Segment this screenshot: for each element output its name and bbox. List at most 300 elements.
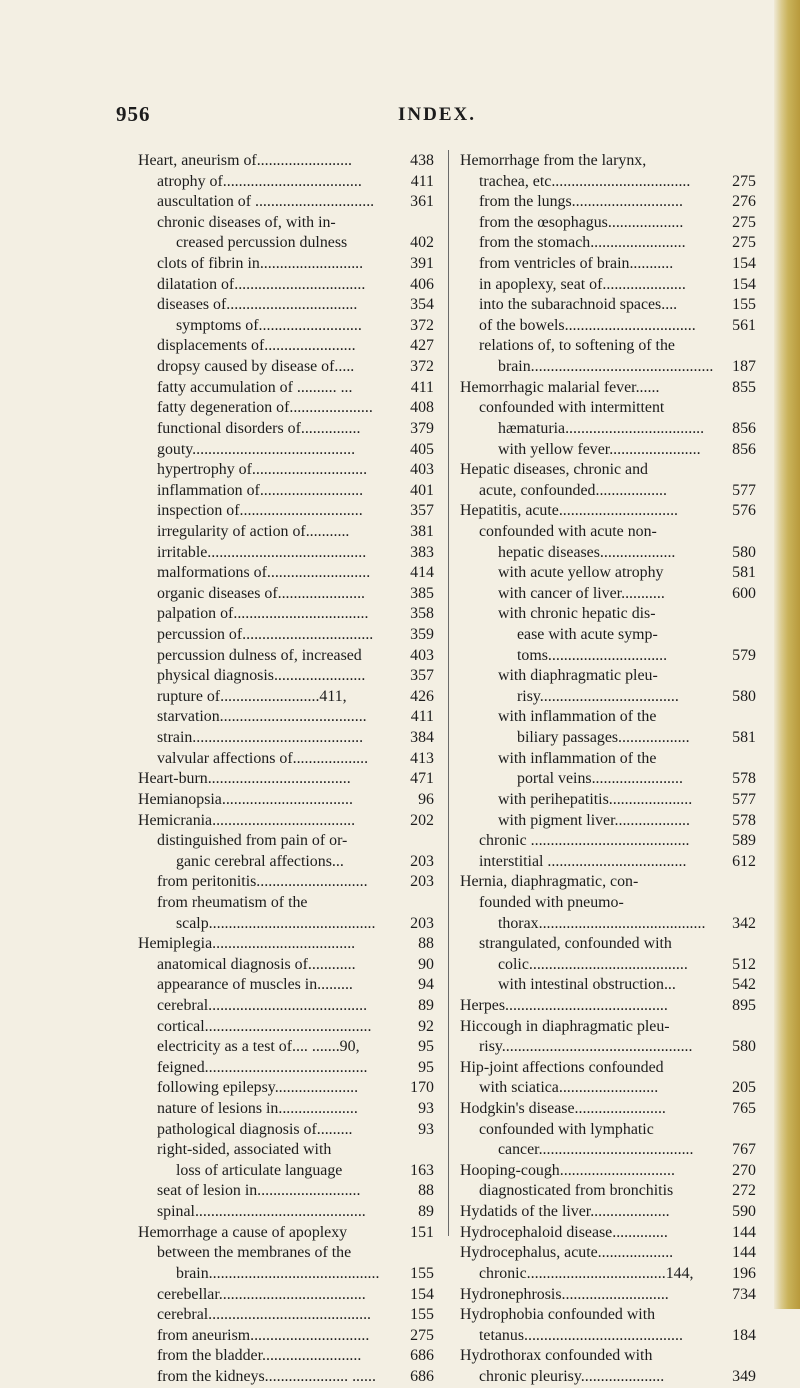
index-entry (138, 707, 434, 728)
index-column-left (138, 151, 434, 1388)
entry-page-number: 170 (407, 1078, 434, 1099)
entry-text: physical diagnosis....................... (157, 667, 366, 685)
entry-text: dilatation of................................. (157, 275, 366, 293)
entry-page-number: 383 (407, 543, 434, 564)
index-entry (138, 213, 434, 234)
entry-page-number: 403 (407, 460, 434, 481)
entry-text: organic diseases of...................... (157, 584, 366, 602)
entry-page-number: 391 (407, 254, 434, 275)
entry-page-number: 359 (407, 625, 434, 646)
entry-text: seat of lesion in.......................... (157, 1182, 361, 1200)
entry-text: Heart-burn.................................... (138, 770, 351, 788)
index-entry (138, 646, 434, 667)
entry-text: Hydrocephaloid disease.............. (460, 1223, 668, 1241)
entry-page-number: 589 (729, 831, 756, 852)
entry-page-number: 151 (407, 1223, 434, 1244)
entry-text: risy................................... (517, 687, 679, 705)
index-entry (138, 254, 434, 275)
entry-text: diagnosticated from bronchitis (479, 1182, 674, 1200)
entry-text: symptoms of.......................... (176, 316, 362, 334)
entry-text: Hemianopsia................................. (138, 790, 353, 808)
index-entry (138, 728, 434, 749)
entry-page-number: 361 (407, 192, 434, 213)
entry-page-number: 577 (729, 790, 756, 811)
index-entry (138, 172, 434, 193)
entry-text: dropsy caused by disease of..... (157, 358, 355, 376)
entry-text: risy................................................ (479, 1038, 693, 1056)
entry-text: inspection of............................... (157, 502, 363, 520)
index-entry (460, 1243, 756, 1264)
entry-page-number: 411 (408, 172, 434, 193)
index-entry (460, 1058, 756, 1079)
entry-text: trachea, etc................................... (479, 172, 691, 190)
index-entry (460, 1099, 756, 1120)
entry-text: diseases of................................. (157, 296, 358, 314)
index-entry (138, 1099, 434, 1120)
index-entry (460, 419, 756, 440)
entry-text: toms.............................. (517, 646, 668, 664)
entry-page-number: 93 (415, 1120, 434, 1141)
entry-text: clots of fibrin in.......................... (157, 255, 364, 273)
index-entry (460, 501, 756, 522)
entry-text: ease with acute symp- (517, 626, 658, 644)
index-entry (138, 1223, 434, 1244)
entry-text: Heart, aneurism of........................ (138, 152, 353, 169)
index-entry (138, 1305, 434, 1326)
index-entry (138, 996, 434, 1017)
entry-text: appearance of muscles in......... (157, 976, 353, 994)
index-entry (460, 728, 756, 749)
entry-text: Hemorrhage a cause of apoplexy (138, 1223, 348, 1241)
entry-text: percussion of................................. (157, 626, 374, 644)
index-entry (460, 749, 756, 770)
index-entry (138, 336, 434, 357)
index-entry (460, 893, 756, 914)
entry-page-number: 96 (415, 790, 434, 811)
entry-page-number: 686 (407, 1346, 434, 1367)
entry-page-number: 184 (729, 1326, 756, 1347)
entry-text: loss of articulate language (176, 1161, 343, 1179)
index-entry (138, 1140, 434, 1161)
entry-page-number: 379 (407, 419, 434, 440)
entry-text: relations of, to softening of the (479, 337, 675, 355)
entry-page-number: 512 (729, 955, 756, 976)
entry-page-number: 89 (415, 996, 434, 1017)
entry-page-number: 144 (729, 1223, 756, 1244)
index-entry (138, 831, 434, 852)
entry-text: from the lungs............................ (479, 193, 683, 211)
index-entry (138, 955, 434, 976)
entry-text: cerebral......................................... (157, 1306, 372, 1324)
page-header (0, 102, 800, 128)
index-entry (460, 1285, 756, 1306)
entry-page-number: 411 (408, 378, 434, 399)
index-entry (138, 914, 434, 935)
entry-page-number: 542 (729, 975, 756, 996)
entry-text: anatomical diagnosis of............ (157, 955, 356, 973)
entry-text: atrophy of................................... (157, 172, 362, 190)
entry-page-number: 275 (729, 233, 756, 254)
entry-page-number: 402 (407, 233, 434, 254)
entry-text: Hernia, diaphragmatic, con- (460, 873, 639, 891)
index-entry (460, 584, 756, 605)
entry-text: into the subarachnoid spaces.... (479, 296, 678, 314)
entry-text: chronic...................................144, (479, 1264, 694, 1282)
entry-page-number: 580 (729, 687, 756, 708)
index-entry (460, 1161, 756, 1182)
entry-page-number: 577 (729, 481, 756, 502)
index-entry (460, 1202, 756, 1223)
entry-text: confounded with acute non- (479, 522, 657, 540)
entry-text: Hip-joint affections confounded (460, 1058, 664, 1076)
entry-text: right-sided, associated with (157, 1141, 332, 1159)
entry-page-number: 354 (407, 295, 434, 316)
index-entry (138, 1243, 434, 1264)
entry-text: from the bladder......................... (157, 1347, 362, 1365)
index-entry (460, 1120, 756, 1141)
index-entry (460, 852, 756, 873)
entry-page-number: 381 (407, 522, 434, 543)
index-entry (138, 852, 434, 873)
index-entry (460, 1223, 756, 1244)
entry-text: confounded with intermittent (479, 399, 665, 417)
entry-text: malformations of.......................... (157, 564, 371, 582)
entry-text: with intestinal obstruction... (498, 976, 676, 994)
index-entry (138, 275, 434, 296)
index-entry (138, 316, 434, 337)
entry-page-number: 95 (415, 1058, 434, 1079)
entry-page-number: 576 (729, 501, 756, 522)
entry-page-number: 90 (415, 955, 434, 976)
entry-text: chronic ........................................ (479, 832, 690, 850)
entry-text: pathological diagnosis of......... (157, 1120, 353, 1138)
entry-text: colic........................................ (498, 955, 688, 973)
entry-page-number: 438 (407, 151, 434, 172)
entry-page-number: 385 (407, 584, 434, 605)
entry-page-number: 187 (729, 357, 756, 378)
entry-text: hæmaturia................................... (498, 419, 705, 437)
entry-page-number: 92 (415, 1017, 434, 1038)
index-entry (138, 1326, 434, 1347)
entry-page-number: 895 (729, 996, 756, 1017)
index-entry (460, 975, 756, 996)
index-entry (460, 254, 756, 275)
entry-page-number: 357 (407, 501, 434, 522)
entry-page-number: 372 (407, 316, 434, 337)
entry-text: Hydrophobia confounded with (460, 1306, 656, 1324)
index-entry (138, 481, 434, 502)
entry-page-number: 401 (407, 481, 434, 502)
entry-text: with yellow fever....................... (498, 440, 701, 458)
index-entry (138, 1285, 434, 1306)
index-entry (460, 295, 756, 316)
index-entry (460, 1367, 756, 1388)
entry-page-number: 144 (729, 1243, 756, 1264)
index-entry (138, 1058, 434, 1079)
entry-page-number: 411 (408, 707, 434, 728)
entry-page-number: 88 (415, 934, 434, 955)
entry-text: irregularity of action of........... (157, 522, 350, 540)
entry-text: Hodgkin's disease....................... (460, 1100, 666, 1118)
index-entry (138, 1202, 434, 1223)
entry-page-number: 342 (729, 914, 756, 935)
entry-page-number: 561 (729, 316, 756, 337)
index-entry (138, 1264, 434, 1285)
page-edge (774, 0, 800, 1309)
entry-page-number: 275 (729, 213, 756, 234)
index-entry (460, 769, 756, 790)
index-entry (460, 172, 756, 193)
entry-page-number: 612 (729, 852, 756, 873)
entry-page-number: 349 (729, 1367, 756, 1388)
index-column-right (460, 151, 756, 1388)
index-entry (138, 295, 434, 316)
entry-page-number: 580 (729, 1037, 756, 1058)
entry-text: rupture of.........................411, (157, 687, 347, 705)
index-entry (138, 604, 434, 625)
entry-text: with inflammation of the (498, 708, 657, 726)
entry-text: creased percussion dulness (176, 234, 348, 252)
entry-text: valvular affections of................... (157, 749, 369, 767)
entry-page-number: 155 (729, 295, 756, 316)
entry-page-number: 403 (407, 646, 434, 667)
index-entry (138, 501, 434, 522)
entry-page-number: 272 (729, 1181, 756, 1202)
entry-text: feigned......................................... (157, 1058, 368, 1076)
index-entry (460, 1346, 756, 1367)
index-entry (138, 563, 434, 584)
index-entry (460, 316, 756, 337)
entry-text: gouty......................................... (157, 440, 356, 458)
index-entry (138, 1346, 434, 1367)
entry-text: cancer....................................... (498, 1141, 694, 1159)
entry-text: nature of lesions in.................... (157, 1100, 358, 1118)
index-entry (460, 398, 756, 419)
index-entry (138, 378, 434, 399)
entry-text: strain........................................... (157, 729, 364, 747)
index-entry (460, 563, 756, 584)
entry-text: auscultation of .............................. (157, 193, 375, 211)
entry-page-number: 406 (407, 275, 434, 296)
entry-text: from the kidneys..................... ...... (157, 1367, 376, 1385)
entry-text: brain........................................... (176, 1264, 380, 1282)
index-entry (460, 687, 756, 708)
index-entry (460, 955, 756, 976)
index-entry (460, 1037, 756, 1058)
entry-text: thorax.......................................... (498, 914, 706, 932)
entry-text: from the stomach........................ (479, 234, 686, 252)
entry-page-number: 686 (407, 1367, 434, 1388)
index-entry (138, 934, 434, 955)
entry-text: Hydrothorax confounded with (460, 1347, 653, 1365)
index-entry (460, 625, 756, 646)
entry-text: founded with pneumo- (479, 893, 624, 911)
entry-text: with acute yellow atrophy (498, 564, 664, 582)
entry-text: ganic cerebral affections... (176, 852, 344, 870)
index-entry (138, 749, 434, 770)
index-entry (138, 151, 434, 172)
entry-text: in apoplexy, seat of..................... (479, 275, 686, 293)
entry-page-number: 358 (407, 604, 434, 625)
index-entry (138, 790, 434, 811)
entry-page-number: 357 (407, 666, 434, 687)
column-divider (448, 150, 449, 1236)
entry-text: Hepatitis, acute.............................. (460, 502, 679, 520)
entry-page-number: 856 (729, 419, 756, 440)
entry-page-number: 408 (407, 398, 434, 419)
entry-text: fatty accumulation of .......... ... (157, 378, 353, 396)
entry-page-number: 94 (415, 975, 434, 996)
entry-text: functional disorders of............... (157, 419, 361, 437)
entry-page-number: 578 (729, 811, 756, 832)
entry-page-number: 276 (729, 192, 756, 213)
entry-page-number: 579 (729, 646, 756, 667)
entry-text: distinguished from pain of or- (157, 832, 348, 850)
entry-text: spinal........................................... (157, 1203, 366, 1221)
entry-page-number: 203 (407, 872, 434, 893)
entry-text: Hemorrhage from the larynx, (460, 152, 647, 169)
entry-page-number: 196 (729, 1264, 756, 1285)
index-entry (138, 1161, 434, 1182)
entry-page-number: 581 (729, 728, 756, 749)
index-entry (460, 1181, 756, 1202)
index-entry (138, 522, 434, 543)
entry-text: Hemorrhagic malarial fever...... (460, 378, 660, 396)
entry-text: following epilepsy..................... (157, 1079, 359, 1097)
entry-text: cerebral........................................ (157, 996, 368, 1014)
index-entry (460, 1264, 756, 1285)
index-entry (460, 192, 756, 213)
entry-page-number: 767 (729, 1140, 756, 1161)
entry-text: from rheumatism of the (157, 893, 308, 911)
entry-text: cortical.......................................... (157, 1017, 372, 1035)
entry-text: fatty degeneration of..................... (157, 399, 373, 417)
index-entry (460, 233, 756, 254)
entry-text: strangulated, confounded with (479, 935, 672, 953)
entry-text: scalp.......................................... (176, 914, 376, 932)
entry-page-number: 275 (407, 1326, 434, 1347)
entry-text: confounded with lymphatic (479, 1120, 654, 1138)
entry-text: with perihepatitis..................... (498, 790, 693, 808)
index-entry (138, 419, 434, 440)
entry-page-number: 202 (407, 811, 434, 832)
entry-text: Hydronephrosis........................... (460, 1285, 669, 1303)
index-entry (138, 1367, 434, 1388)
index-entry (460, 460, 756, 481)
entry-text: hypertrophy of............................. (157, 461, 368, 479)
entry-text: hepatic diseases................... (498, 543, 676, 561)
entry-page-number: 89 (415, 1202, 434, 1223)
index-entry (460, 707, 756, 728)
index-entry (460, 996, 756, 1017)
entry-text: Hooping-cough............................. (460, 1161, 675, 1179)
entry-page-number: 856 (729, 440, 756, 461)
index-entry (138, 769, 434, 790)
entry-page-number: 163 (407, 1161, 434, 1182)
index-entry (460, 934, 756, 955)
index-entry (460, 790, 756, 811)
entry-page-number: 384 (407, 728, 434, 749)
index-entry (460, 646, 756, 667)
index-entry (460, 481, 756, 502)
page-number: 956 (116, 102, 151, 126)
index-entry (138, 233, 434, 254)
index-entry (460, 914, 756, 935)
entry-page-number: 155 (407, 1264, 434, 1285)
entry-text: chronic pleurisy..................... (479, 1367, 665, 1385)
index-entry (460, 357, 756, 378)
entry-page-number: 270 (729, 1161, 756, 1182)
entry-text: chronic diseases of, with in- (157, 213, 336, 231)
entry-page-number: 580 (729, 543, 756, 564)
index-entry (460, 831, 756, 852)
index-entry (138, 893, 434, 914)
index-entry (138, 1120, 434, 1141)
entry-page-number: 205 (729, 1078, 756, 1099)
entry-page-number: 578 (729, 769, 756, 790)
index-entry (460, 522, 756, 543)
entry-page-number: 154 (407, 1285, 434, 1306)
index-entry (138, 811, 434, 832)
index-entry (138, 872, 434, 893)
entry-page-number: 203 (407, 852, 434, 873)
entry-page-number: 154 (729, 275, 756, 296)
entry-text: cerebellar..................................... (157, 1285, 366, 1303)
entry-text: between the membranes of the (157, 1244, 352, 1262)
entry-page-number: 581 (729, 563, 756, 584)
entry-text: acute, confounded.................. (479, 481, 667, 499)
entry-text: with pigment liver................... (498, 811, 690, 829)
entry-text: irritable........................................ (157, 543, 367, 561)
entry-text: Herpes......................................... (460, 996, 668, 1014)
entry-text: from the œsophagus................... (479, 213, 684, 231)
index-entry (460, 604, 756, 625)
entry-page-number: 765 (729, 1099, 756, 1120)
entry-page-number: 203 (407, 914, 434, 935)
entry-text: tetanus........................................ (479, 1326, 683, 1344)
entry-page-number: 275 (729, 172, 756, 193)
entry-page-number: 471 (407, 769, 434, 790)
entry-text: portal veins....................... (517, 770, 683, 788)
index-entry (138, 440, 434, 461)
entry-page-number: 95 (415, 1037, 434, 1058)
entry-text: Hiccough in diaphragmatic pleu- (460, 1017, 670, 1035)
index-entry (138, 584, 434, 605)
entry-text: Hydatids of the liver.................... (460, 1203, 670, 1221)
entry-text: with diaphragmatic pleu- (498, 667, 658, 685)
index-entry (138, 666, 434, 687)
entry-page-number: 372 (407, 357, 434, 378)
entry-text: from ventricles of brain........... (479, 255, 674, 273)
entry-page-number: 855 (729, 378, 756, 399)
entry-page-number: 414 (407, 563, 434, 584)
entry-text: inflammation of.......................... (157, 481, 364, 499)
entry-page-number: 590 (729, 1202, 756, 1223)
entry-text: Hepatic diseases, chronic and (460, 461, 648, 479)
index-entry (460, 336, 756, 357)
index-entry (460, 1140, 756, 1161)
entry-text: from aneurism.............................. (157, 1326, 370, 1344)
index-entry (138, 460, 434, 481)
entry-page-number: 154 (729, 254, 756, 275)
index-entry (460, 811, 756, 832)
index-entry (460, 1017, 756, 1038)
index-entry (460, 275, 756, 296)
index-entry (460, 213, 756, 234)
entry-text: percussion dulness of, increased (157, 646, 362, 664)
index-entry (460, 1326, 756, 1347)
entry-text: with cancer of liver........... (498, 584, 665, 602)
